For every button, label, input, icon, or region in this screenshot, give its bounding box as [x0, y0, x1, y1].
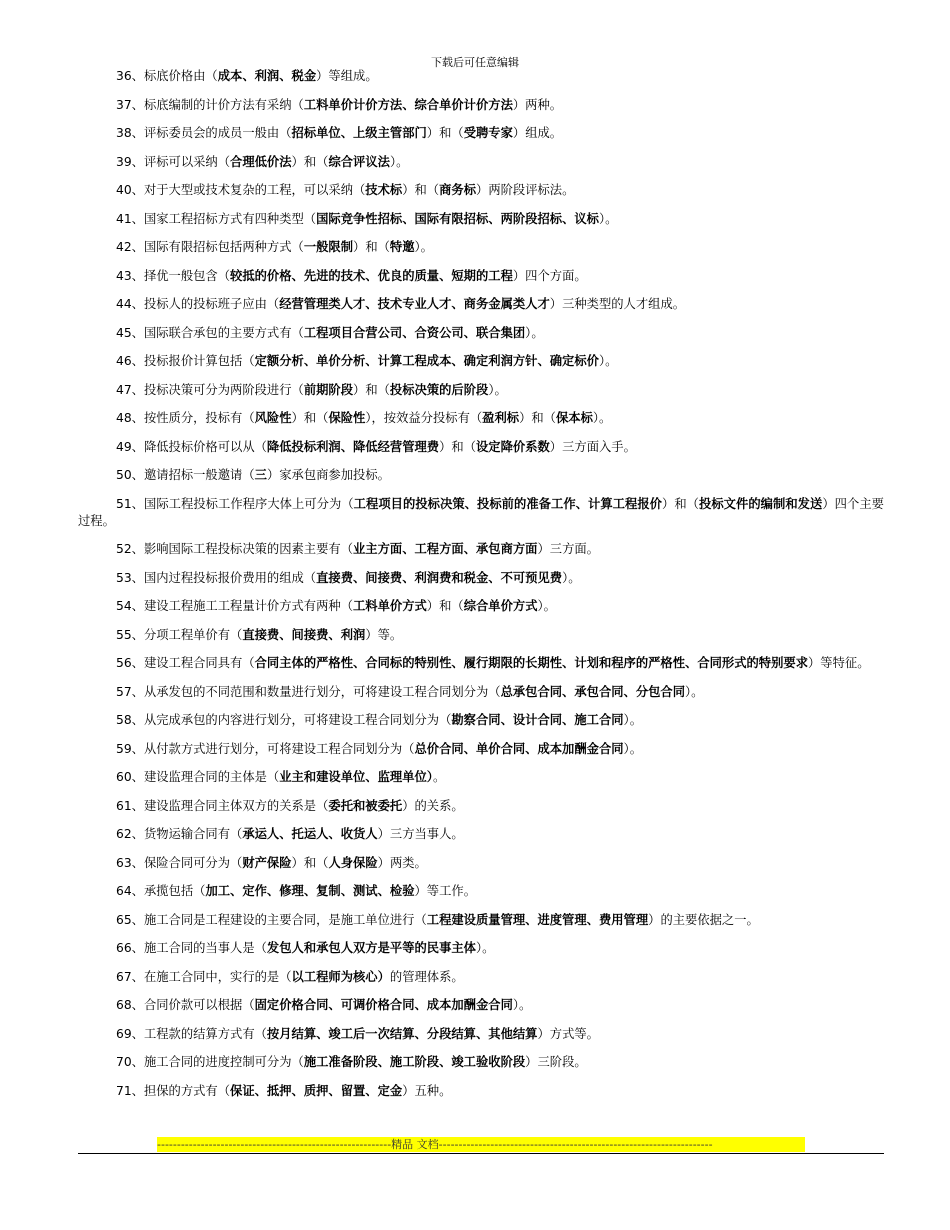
answer-text: 总承包合同、承包合同、分包合同: [500, 684, 686, 699]
question-item: [78, 439, 884, 456]
question-item: [78, 1083, 884, 1100]
question-text: 37、标底编制的计价方法有采纳（: [116, 97, 304, 112]
question-text: 39、评标可以采纳（: [116, 154, 231, 169]
question-text: ）和（: [353, 382, 390, 397]
question-item: [78, 798, 884, 815]
question-text: ）三阶段。: [525, 1055, 587, 1069]
question-text: 50、邀请招标一般邀请（: [116, 468, 255, 482]
answer-text: 勘察合同、设计合同、施工合同: [451, 713, 624, 727]
question-text: 48、按性质分，投标有（: [116, 411, 255, 425]
answer-text: 加工、定作、修理、复制、测试、检验: [205, 884, 415, 898]
question-text: ）的主要依据之一。: [648, 912, 759, 927]
question-text: 43、择优一般包含（: [116, 268, 231, 283]
question-text: ）四个方面。: [512, 268, 587, 283]
question-item: [78, 353, 884, 370]
question-text: 40、对于大型或技术复杂的工程，可以采纳（: [116, 183, 366, 197]
question-text: ）和（: [402, 183, 440, 197]
answer-text: 总价合同、单价合同、成本加酬金合同: [414, 741, 624, 756]
question-text: ）。: [389, 154, 409, 169]
footer-banner: -----------------------------------------------------------精品 文档---------------------------------------------------------------------: [157, 1137, 805, 1152]
answer-text: 风险性: [254, 411, 292, 425]
question-item: [78, 154, 884, 171]
question-text: ）和（: [439, 439, 476, 454]
question-item: [78, 239, 884, 256]
answer-text: 成本、利润、税金: [217, 69, 317, 83]
question-item: [78, 997, 884, 1014]
answer-text: 经营管理类人才、技术专业人才、商务金属类人才: [279, 297, 550, 311]
question-text: 53、国内过程投标报价费用的组成（: [116, 570, 317, 585]
question-item: [78, 969, 884, 986]
question-text: 42、国际有限招标包括两种方式（: [116, 240, 304, 254]
answer-text: 直接费、间接费、利润: [242, 627, 366, 642]
answer-text: 工料单价方式: [353, 599, 427, 613]
question-text: ）两阶段评标法。: [476, 183, 575, 197]
question-text: 70、施工合同的进度控制可分为（: [116, 1055, 304, 1069]
answer-text: 技术标: [365, 183, 403, 197]
question-text: ）。: [562, 570, 581, 585]
question-text: 。: [432, 770, 446, 784]
answer-text: 设定降价系数: [476, 439, 550, 454]
question-text: ）。: [525, 325, 544, 340]
question-text: ）。: [488, 382, 507, 397]
answer-text: 承运人、托运人、收货人: [242, 827, 378, 841]
answer-text: 降低投标利润、降低经营管理费: [266, 439, 440, 454]
question-text: 55、分项工程单价有（: [116, 627, 243, 642]
question-text: ）。: [685, 684, 704, 699]
question-text: 45、国际联合承包的主要方式有（: [116, 325, 304, 340]
answer-text: 保险性: [328, 411, 366, 425]
question-item: [78, 826, 884, 843]
question-text: ）家承包商参加投标。: [266, 468, 390, 482]
question-text: ）。: [475, 941, 495, 955]
question-item: [78, 467, 884, 484]
question-text: ）和（: [291, 154, 329, 169]
question-item: [78, 712, 884, 729]
question-item: [78, 684, 884, 701]
question-text: ）和（: [662, 496, 699, 511]
question-text: 58、从完成承包的内容进行划分，可将建设工程合同划分为（: [116, 713, 452, 727]
question-item: [78, 570, 884, 587]
question-item: [78, 1054, 884, 1071]
question-text: ）。: [623, 741, 642, 756]
question-text: 47、投标决策可分为两阶段进行（: [116, 382, 304, 397]
question-item: [78, 125, 884, 142]
question-text: 44、投标人的投标班子应由（: [116, 297, 280, 311]
answer-text: 发包人和承包人双方是平等的民事主体: [266, 941, 476, 955]
question-text: 57、从承发包的不同范围和数量进行划分，可将建设工程合同划分为（: [116, 684, 501, 699]
answer-text: 委托和被委托: [328, 798, 403, 813]
question-text: 41、国家工程招标方式有四种类型（: [116, 211, 317, 226]
answer-text: 合同主体的严格性、合同标的特别性、履行期限的长期性、计划和程序的严格性、合同形式的特别要求: [254, 656, 808, 670]
answer-text: 三: [254, 468, 267, 482]
question-text: 68、合同价款可以根据（: [116, 998, 255, 1012]
document-body: [78, 68, 884, 1111]
answer-text: 较抵的价格、先进的技术、优良的质量、短期的工程: [230, 268, 513, 283]
question-item: [78, 496, 884, 530]
question-item: [78, 325, 884, 342]
question-text: 62、货物运输合同有（: [116, 827, 243, 841]
question-item: [78, 382, 884, 399]
question-item: [78, 1026, 884, 1043]
question-text: ）两类。: [377, 855, 427, 870]
question-text: ）等特征。: [808, 656, 870, 670]
question-text: 63、保险合同可分为（: [116, 855, 243, 870]
question-item: [78, 182, 884, 199]
question-item: [78, 883, 884, 900]
question-item: [78, 655, 884, 672]
question-text: ）和（: [426, 126, 464, 140]
answer-text: 商务标: [439, 183, 477, 197]
question-text: ）两种。: [512, 97, 563, 112]
question-text: ）。: [623, 713, 642, 727]
question-text: ）和（: [291, 855, 329, 870]
question-text: 60、建设监理合同的主体是（: [116, 770, 280, 784]
question-text: 的管理体系。: [389, 969, 464, 984]
question-text: ）和（: [426, 599, 464, 613]
question-text: 38、评标委员会的成员一般由（: [116, 126, 292, 140]
question-text: ）等组成。: [316, 69, 378, 83]
question-text: ）。: [598, 211, 618, 226]
question-item: [78, 855, 884, 872]
question-text: ）。: [592, 411, 612, 425]
question-text: ）四个主要过程。: [78, 496, 884, 528]
question-text: ）等工作。: [414, 884, 476, 898]
question-text: 64、承揽包括（: [116, 884, 206, 898]
question-text: ）等。: [365, 627, 403, 642]
answer-text: 直接费、间接费、利润费和税金、不可预见费: [316, 570, 563, 585]
question-item: [78, 541, 884, 558]
question-text: ）组成。: [512, 126, 563, 140]
answer-text: 投标文件的编制和发送: [699, 496, 823, 511]
answer-text: 国际竞争性招标、国际有限招标、两阶段招标、议标: [316, 211, 599, 226]
answer-text: 招标单位、上级主管部门: [291, 126, 427, 140]
page-header: 下载后可任意编辑: [431, 56, 519, 69]
answer-text: 投标决策的后阶段: [389, 382, 489, 397]
question-text: 56、建设工程合同具有（: [116, 656, 255, 670]
question-text: ）。: [414, 240, 433, 254]
answer-text: 盈利标: [482, 411, 520, 425]
question-text: ）五种。: [402, 1083, 452, 1098]
question-text: ）。: [598, 354, 618, 368]
question-text: ）的关系。: [402, 798, 464, 813]
question-text: ）方式等。: [537, 1026, 599, 1041]
answer-text: 特邀: [389, 240, 415, 254]
question-item: [78, 268, 884, 285]
question-text: 46、投标报价计算包括（: [116, 354, 255, 368]
question-text: ）。: [512, 998, 532, 1012]
question-item: [78, 912, 884, 929]
answer-text: 综合评议法: [328, 154, 390, 169]
question-text: 51、国际工程投标工作程序大体上可分为（: [116, 496, 354, 511]
answer-text: 综合单价方式: [463, 599, 538, 613]
question-text: ）三方面。: [537, 542, 599, 556]
question-text: ）三方面入手。: [549, 439, 636, 454]
question-text: 69、工程款的结算方式有（: [116, 1026, 267, 1041]
question-item: [78, 296, 884, 313]
question-text: ）。: [537, 599, 556, 613]
answer-text: 保证、抵押、质押、留置、定金: [230, 1083, 403, 1098]
question-item: [78, 598, 884, 615]
answer-text: 以工程师为核心）: [291, 969, 390, 984]
answer-text: 工料单价计价方法、综合单价计价方法: [303, 97, 513, 112]
answer-text: 受聘专家: [463, 126, 513, 140]
footer-divider: [78, 1153, 884, 1154]
question-text: ）三方当事人。: [377, 827, 464, 841]
answer-text: 工程项目合营公司、合资公司、联合集团: [303, 325, 526, 340]
question-text: ），按效益分投标有（: [365, 411, 483, 425]
question-item: [78, 940, 884, 957]
question-item: [78, 627, 884, 644]
answer-text: 保本标: [555, 411, 593, 425]
answer-text: 前期阶段: [303, 382, 354, 397]
question-item: [78, 68, 884, 85]
answer-text: 施工准备阶段、施工阶段、竣工验收阶段: [303, 1055, 526, 1069]
question-text: ）和（: [291, 411, 329, 425]
answer-text: 业主方面、工程方面、承包商方面: [353, 542, 538, 556]
answer-text: 按月结算、竣工后一次结算、分段结算、其他结算: [266, 1026, 538, 1041]
question-text: 59、从付款方式进行划分，可将建设工程合同划分为（: [116, 741, 415, 756]
question-text: 49、降低投标价格可以从（: [116, 439, 267, 454]
question-text: 36、标底价格由（: [116, 69, 218, 83]
answer-text: 财产保险: [242, 855, 292, 870]
question-text: 54、建设工程施工工程量计价方式有两种（: [116, 599, 353, 613]
answer-text: 合理低价法: [230, 154, 292, 169]
question-text: 61、建设监理合同主体双方的关系是（: [116, 798, 329, 813]
question-text: ）三种类型的人才组成。: [549, 297, 686, 311]
question-item: [78, 741, 884, 758]
question-text: ）和（: [353, 240, 390, 254]
question-text: 65、施工合同是工程建设的主要合同，是施工单位进行（: [116, 912, 427, 927]
question-text: ）和（: [519, 411, 556, 425]
question-item: [78, 769, 884, 786]
question-text: 67、在施工合同中，实行的是（: [116, 969, 292, 984]
question-item: [78, 410, 884, 427]
question-text: 66、施工合同的当事人是（: [116, 941, 267, 955]
question-item: [78, 97, 884, 114]
question-text: 71、担保的方式有（: [116, 1083, 231, 1098]
answer-text: 业主和建设单位、监理单位）: [279, 770, 433, 784]
answer-text: 定额分析、单价分析、计算工程成本、确定利润方针、确定标价: [254, 354, 599, 368]
question-text: 52、影响国际工程投标决策的因素主要有（: [116, 542, 353, 556]
question-item: [78, 211, 884, 228]
answer-text: 固定价格合同、可调价格合同、成本加酬金合同: [254, 998, 513, 1012]
answer-text: 工程建设质量管理、进度管理、费用管理: [426, 912, 649, 927]
answer-text: 一般限制: [303, 240, 354, 254]
answer-text: 工程项目的投标决策、投标前的准备工作、计算工程报价: [353, 496, 662, 511]
answer-text: 人身保险: [328, 855, 378, 870]
